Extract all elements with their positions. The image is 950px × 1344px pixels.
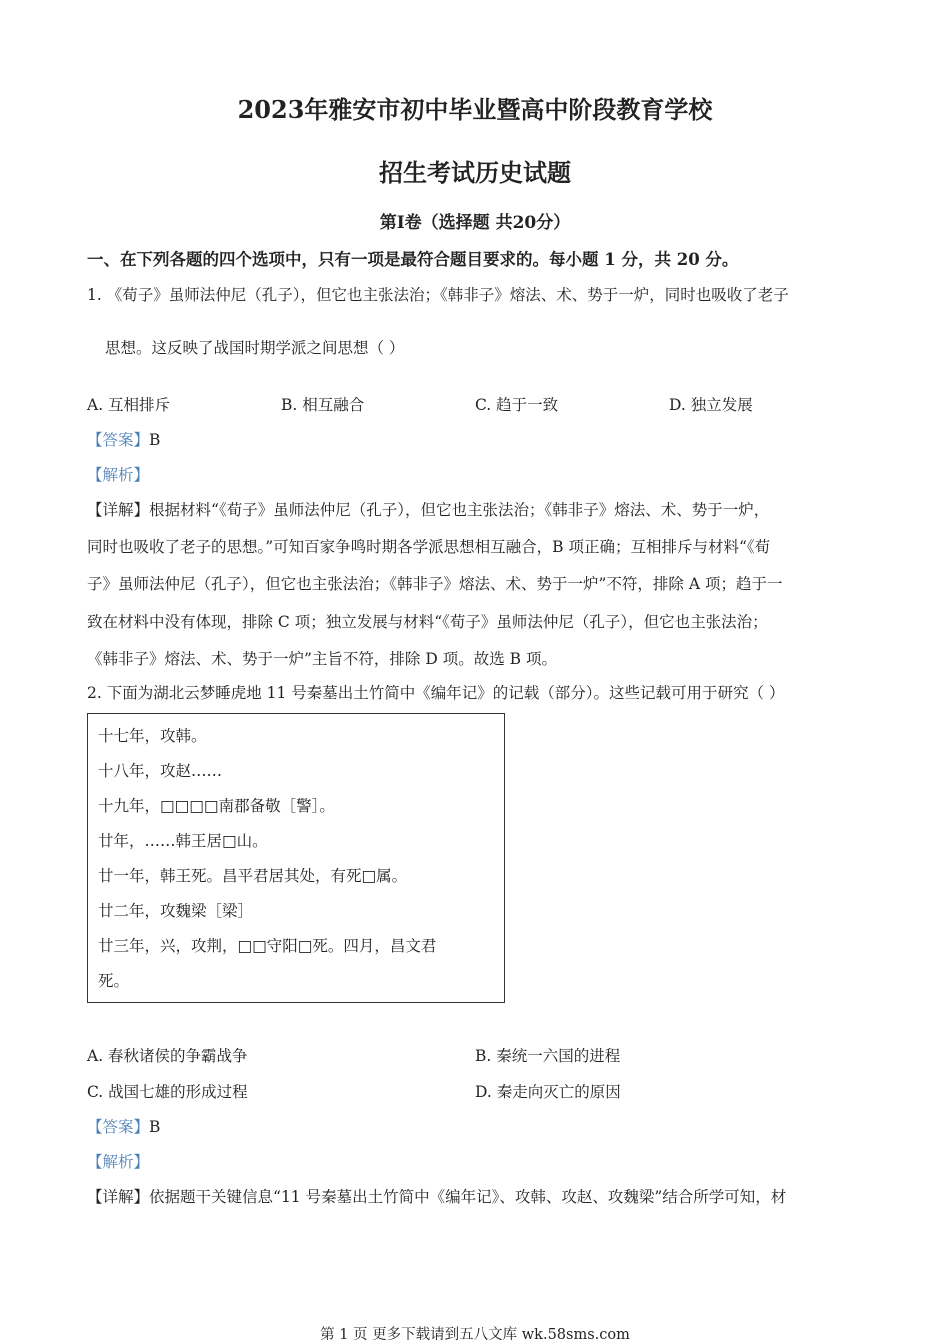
q2-box-line-2: 十八年，攻赵…… xyxy=(98,762,223,780)
q1-detail-line-2: 同时也吸收了老子的思想。”可知百家争鸣时期各学派思想相互融合，B 项正确；互相排斥与材料“《荀 xyxy=(87,538,771,556)
q2-box-line-5: 廿一年，韩王死。昌平君居其处，有死□属。 xyxy=(98,867,408,885)
q1-option-a: A. 互相排斥 xyxy=(87,396,171,414)
q2-option-b: B. 秦统一六国的进程 xyxy=(475,1047,621,1065)
part-title: 第Ⅰ卷（选择题 共20分） xyxy=(379,213,571,233)
q2-box-line-4: 廿年，……韩王居□山。 xyxy=(98,832,268,850)
q2-box-line-7: 廿三年，兴，攻荆，□□守阳□死。四月，昌文君 xyxy=(98,937,437,955)
q2-box-line-8: 死。 xyxy=(98,972,130,990)
q1-option-d: D. 独立发展 xyxy=(669,396,753,414)
q1-option-c: C. 趋于一致 xyxy=(475,396,559,414)
q2-detail-line xyxy=(87,1185,786,1207)
q1-detail-line-3: 子》虽师法仲尼（孔子），但它也主张法治；《韩非子》熔法、术、势于一炉”不符，排除 A 项；趋于一 xyxy=(87,575,783,593)
q1-option-b: B. 相互融合 xyxy=(281,396,365,414)
q2-box-line-6: 廿二年，攻魏梁［梁］ xyxy=(98,902,254,920)
q2-answer xyxy=(87,1115,160,1137)
q2-option-c: C. 战国七雄的形成过程 xyxy=(87,1083,248,1101)
q1-analysis xyxy=(87,463,149,485)
q1-stem-line-2: 思想。这反映了战国时期学派之间思想（ ） xyxy=(105,339,405,357)
q2-answer-tag: 【答案】 xyxy=(87,1118,150,1136)
q2-detail-tag: 【详解】 xyxy=(87,1188,150,1206)
section-title: 一、在下列各题的四个选项中，只有一项是最符合题目要求的。每小题 1 分，共 20 分。 xyxy=(87,250,739,269)
q1-detail-tag: 【详解】 xyxy=(87,501,150,519)
title-line-1: 2023年雅安市初中毕业暨高中阶段教育学校 xyxy=(237,95,713,124)
q1-detail-line-1 xyxy=(87,498,769,520)
q2-box-line-3: 十九年，□□□□南郡备敬［警］。 xyxy=(98,797,335,815)
q2-option-d: D. 秦走向灭亡的原因 xyxy=(475,1083,621,1101)
q1-detail-text-1: 根据材料“《荀子》虽师法仲尼（孔子），但它也主张法治；《韩非子》熔法、术、势于一炉， xyxy=(149,501,770,519)
q1-answer-tag: 【答案】 xyxy=(87,431,150,449)
q2-option-a: A. 春秋诸侯的争霸战争 xyxy=(87,1047,248,1065)
q2-analysis-tag: 【解析】 xyxy=(87,1153,150,1171)
title-line-2: 招生考试历史试题 xyxy=(379,158,571,187)
page-footer: 第 1 页 更多下载请到五八文库 wk.58sms.com xyxy=(320,1327,630,1343)
q2-analysis xyxy=(87,1150,149,1172)
q2-answer-value: B xyxy=(149,1118,161,1136)
q2-detail-text: 依据题干关键信息“11 号秦墓出土竹简中《编年记》、攻韩、攻赵、攻魏梁”结合所学可知，材 xyxy=(149,1188,787,1206)
q1-answer xyxy=(87,428,160,450)
q1-answer-value: B xyxy=(149,431,161,449)
q1-detail-line-4: 致在材料中没有体现，排除 C 项；独立发展与材料“《荀子》虽师法仲尼（孔子），但它也主张法治； xyxy=(87,613,768,631)
q2-box-line-1: 十七年，攻韩。 xyxy=(98,727,207,745)
q1-analysis-tag: 【解析】 xyxy=(87,466,150,484)
q1-detail-line-5: 《韩非子》熔法、术、势于一炉”主旨不符，排除 D 项。故选 B 项。 xyxy=(87,650,557,668)
q2-material-box xyxy=(87,713,505,1003)
q1-stem-line-1: 1. 《荀子》虽师法仲尼（孔子），但它也主张法治；《韩非子》熔法、术、势于一炉，同时也吸收了老子 xyxy=(87,286,789,304)
q2-stem: 2. 下面为湖北云梦睡虎地 11 号秦墓出土竹简中《编年记》的记载（部分）。这些记载可用于研究（ ） xyxy=(87,684,785,702)
